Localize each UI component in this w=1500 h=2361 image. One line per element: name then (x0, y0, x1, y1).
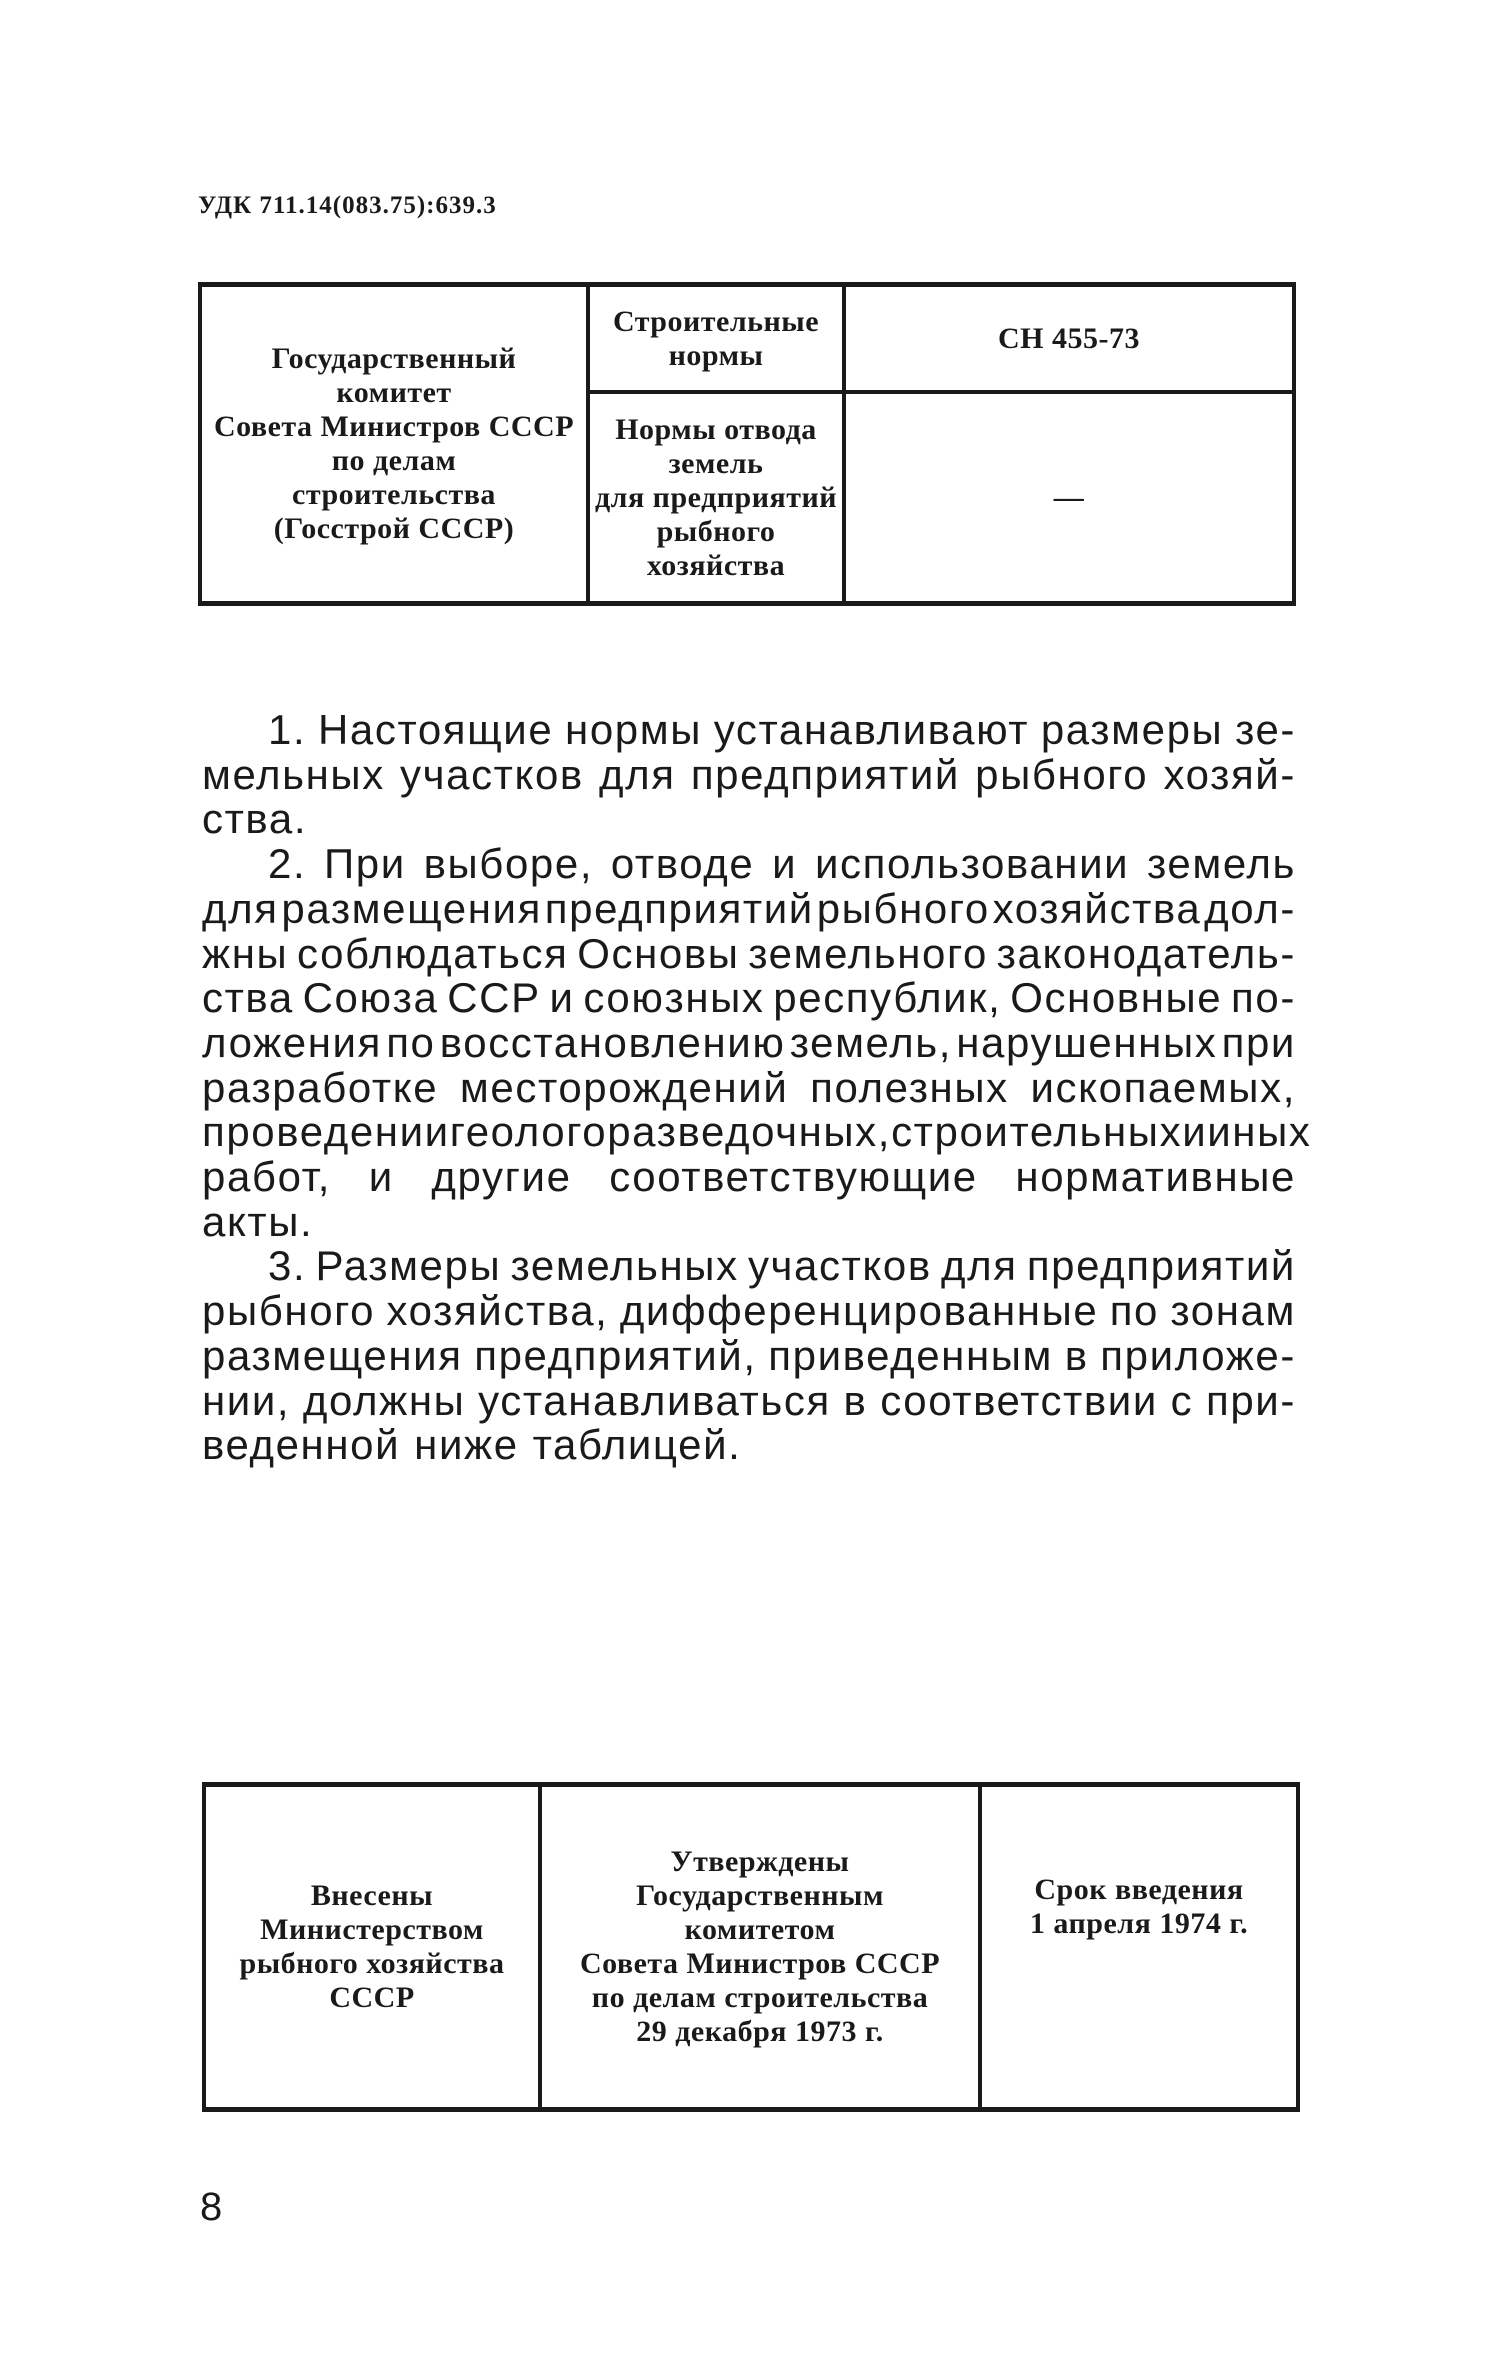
paragraph-line (202, 929, 1296, 977)
title-cell (590, 394, 842, 601)
approved-line: Государственным (636, 1879, 884, 1912)
paragraph-line (202, 976, 1296, 1021)
word: нарушенных (956, 1018, 1218, 1066)
word: ископаемых, (1030, 1063, 1296, 1111)
paragraph-line (202, 708, 1296, 753)
page-number: 8 (200, 2185, 223, 2229)
word: и (368, 1153, 394, 1201)
paragraph-line (202, 1018, 1296, 1066)
word: предприятий (1026, 1242, 1296, 1290)
word: жны (202, 929, 289, 977)
word: приведенным (768, 1331, 1054, 1379)
word: таблицей. (532, 1421, 742, 1469)
word: использовании (814, 840, 1130, 888)
issuer-line: комитет (336, 376, 452, 409)
word: акты. (202, 1197, 314, 1245)
doc-code: СН 455-73 (998, 321, 1140, 355)
word: должны (302, 1376, 466, 1424)
word: для (941, 1242, 1018, 1290)
word: геологоразведочных, (449, 1108, 892, 1156)
doc-type: Строительные нормы (612, 304, 820, 372)
word: земель, (789, 1018, 952, 1066)
word: нормативные (1015, 1153, 1296, 1201)
word: в (1064, 1331, 1089, 1379)
word: законодатель- (996, 929, 1296, 977)
paragraph-line (202, 1197, 1296, 1245)
word: мельных (202, 750, 385, 798)
issuer-line: Совета Министров СССР (213, 410, 575, 443)
word: выборе, (423, 840, 594, 888)
word: соответствии (880, 1376, 1158, 1424)
submitted-line: Внесены (310, 1879, 434, 1912)
word: ниже (414, 1421, 519, 1469)
word: При (324, 840, 406, 888)
word: проведении (202, 1108, 450, 1156)
word: дифференцированные (619, 1287, 1099, 1335)
word: по (1109, 1287, 1160, 1335)
paragraph-line (202, 1423, 1296, 1468)
word: хозяйства (992, 884, 1202, 932)
paragraph-line (202, 1376, 1296, 1424)
paragraph-line (202, 1331, 1296, 1379)
submitted-line: Министерством (260, 1913, 484, 1946)
issuer-line: Государственный (271, 342, 517, 375)
word: предприятий (690, 750, 960, 798)
word: Основные (1010, 974, 1223, 1022)
word: ства (202, 974, 294, 1022)
title-line: для предприятий (594, 480, 838, 514)
paragraph-line (202, 1289, 1296, 1334)
paragraph-line (202, 842, 1296, 887)
word: работ, (202, 1153, 332, 1201)
approved-line: по делам строительства (591, 1981, 929, 2014)
word: и (772, 840, 798, 888)
word: для (599, 750, 676, 798)
replaces-cell (846, 394, 1292, 601)
word: с (1170, 1376, 1194, 1424)
word: полезных (810, 1063, 1009, 1111)
effective-line: Срок введения (1034, 1873, 1244, 1906)
issuer-line: (Госстрой СССР) (273, 512, 515, 545)
word: строительных (891, 1108, 1183, 1156)
word: при- (1205, 1376, 1296, 1424)
effective-cell (982, 1787, 1296, 2027)
word: предприятий, (474, 1331, 757, 1379)
word: республик, (773, 974, 1002, 1022)
issuer-line: по делам (331, 444, 457, 477)
paragraph-line (202, 884, 1296, 932)
approved-line: 29 декабря 1973 г. (636, 2015, 884, 2048)
body-text (202, 706, 1312, 1469)
word: при (1221, 1018, 1296, 1066)
word: рыбного (975, 750, 1149, 798)
word: Основы (577, 929, 740, 977)
word: размеры (1040, 706, 1224, 753)
approved-line: комитетом (684, 1913, 836, 1946)
word: месторождений (459, 1063, 789, 1111)
header-table (198, 282, 1296, 606)
paragraph-line (202, 1244, 1296, 1289)
word: иных (1207, 1108, 1312, 1156)
replaces-dash: — (1053, 480, 1085, 514)
word: восстановлению (439, 1018, 786, 1066)
udk-code: УДК 711.14(083.75):639.3 (198, 192, 497, 219)
doc-type-cell (590, 287, 842, 390)
paragraph-line (202, 797, 1296, 842)
word: Настоящие (317, 706, 554, 753)
word: участков (400, 750, 584, 798)
paragraph-line (202, 750, 1296, 798)
word: устанавливают (713, 706, 1030, 753)
word: нормы (565, 706, 703, 753)
title-line: рыбного хозяйства (646, 514, 786, 582)
word: земельного (748, 929, 988, 977)
word: союзных (583, 974, 765, 1022)
word: нии, (202, 1376, 291, 1424)
title-line: Нормы отвода земель (615, 412, 817, 480)
word: по- (1231, 974, 1296, 1022)
paragraph-line (202, 1063, 1296, 1111)
word: земельных (510, 1242, 739, 1290)
paragraph-line (202, 1108, 1312, 1156)
word: приложе- (1100, 1331, 1296, 1379)
word: размещения (281, 884, 542, 932)
word: ства. (202, 795, 308, 843)
word: зонам (1170, 1287, 1296, 1335)
footer-table (202, 1782, 1300, 2112)
word: хозяйства, (386, 1287, 609, 1335)
approved-cell (542, 1787, 978, 2107)
word: предприятий (544, 884, 814, 932)
word: хозяй- (1163, 750, 1296, 798)
word: ССР (447, 974, 541, 1022)
word: соответствующие (609, 1153, 978, 1201)
word: другие (431, 1153, 572, 1201)
word: зе- (1235, 706, 1296, 753)
word: по (386, 1018, 436, 1066)
issuer-line: строительства (292, 478, 496, 511)
word: земель (1147, 840, 1296, 888)
word: Союза (302, 974, 439, 1022)
word: отводе (610, 840, 755, 888)
submitted-cell (206, 1787, 538, 2107)
code-cell (846, 287, 1292, 390)
approved-line: Совета Министров СССР (579, 1947, 941, 1980)
word: разработке (202, 1063, 439, 1111)
word: размещения (202, 1331, 463, 1379)
word: и (1182, 1108, 1208, 1156)
effective-line: 1 апреля 1974 г. (1029, 1907, 1249, 1940)
word: в (843, 1376, 868, 1424)
issuer-cell (202, 287, 586, 601)
approved-line: Утверждены (670, 1845, 850, 1878)
word: соблюдаться (297, 929, 569, 977)
word: устанавливаться (478, 1376, 831, 1424)
submitted-line: СССР (329, 1981, 415, 2014)
word: 2. (268, 840, 307, 888)
word: 1. (268, 706, 307, 753)
paragraph-line (202, 1155, 1296, 1200)
word: дол- (1204, 884, 1296, 932)
word: ложения (202, 1018, 382, 1066)
word: Размеры (315, 1242, 502, 1290)
word: и (549, 974, 575, 1022)
word: участков (747, 1242, 932, 1290)
word: 3. (268, 1242, 307, 1290)
word: рыбного (816, 884, 990, 932)
word: рыбного (202, 1287, 376, 1335)
word: веденной (202, 1421, 401, 1469)
word: для (202, 884, 279, 932)
submitted-line: рыбного хозяйства (239, 1947, 505, 1980)
